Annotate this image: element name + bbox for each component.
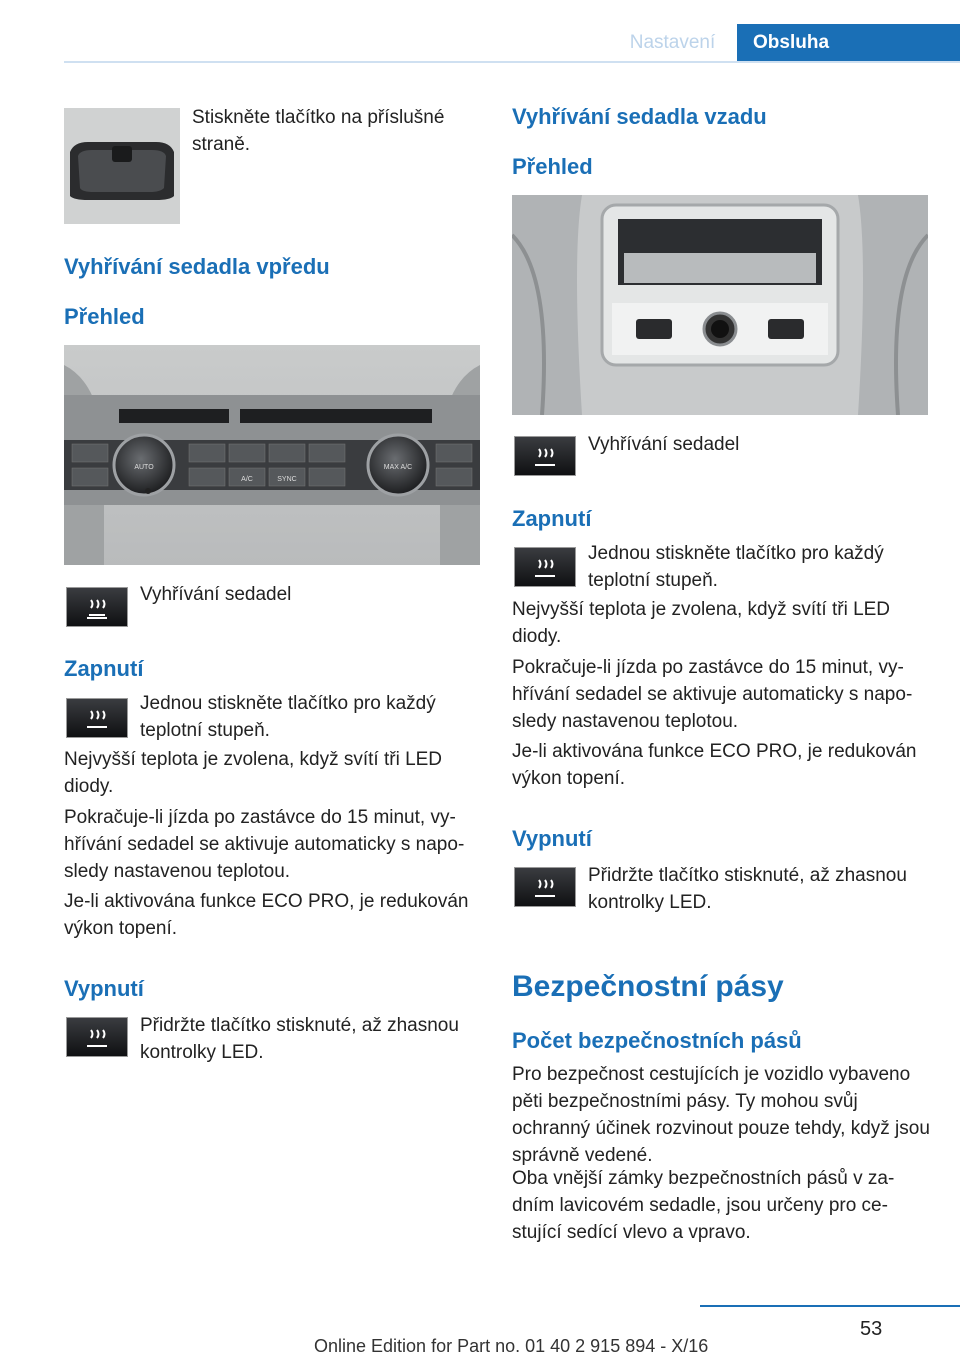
seat-heating-icon bbox=[66, 698, 128, 738]
right-off-heading: Vypnutí bbox=[512, 826, 592, 851]
seat-heating-icon bbox=[66, 587, 128, 627]
rear-heading: Vyhřívání sedadla vzadu bbox=[512, 104, 767, 129]
belts-subheading: Počet bezpečnostních pásů bbox=[512, 1028, 802, 1053]
page-number: 53 bbox=[860, 1318, 883, 1340]
right-on-text: Jednou stiskněte tlačítko pro každý teplotní stupeň. bbox=[588, 543, 884, 591]
right-p2: Pokračuje-li jízda po zastávce do 15 minut, vyhřívání sedadel se aktivuje automaticky s naposledy nastavenou teplotou. bbox=[512, 657, 913, 732]
seat-heating-icon bbox=[66, 1017, 128, 1057]
right-on-heading: Zapnutí bbox=[512, 506, 592, 531]
tab-obsluha[interactable]: Obsluha bbox=[737, 24, 960, 62]
header-tabs bbox=[0, 24, 960, 62]
panel-maxac-label: MAX A/C bbox=[383, 464, 413, 471]
right-p3: Je-li aktivována funkce ECO PRO, je redukován výkon topení. bbox=[512, 741, 917, 789]
left-on-heading: Zapnutí bbox=[64, 656, 144, 681]
left-on-text: Jednou stiskněte tlačítko pro každý teplotní stupeň. bbox=[140, 693, 436, 741]
seat-heating-icon bbox=[514, 436, 576, 476]
rear-console-photo bbox=[512, 195, 928, 415]
header-rule bbox=[64, 61, 960, 63]
edition-footer: Online Edition for Part no. 01 40 2 915 894 - X/16 bbox=[314, 1336, 709, 1356]
left-off-text: Přidržte tlačítko stisknuté, až zhasnou kontrolky LED. bbox=[140, 1015, 459, 1063]
front-heading: Vyhřívání sedadla vpředu bbox=[64, 254, 330, 279]
belts-p1: Pro bezpečnost cestujících je vozidlo vybaveno pěti bezpečnostními pásy. Ty mohou svůj ochranný účinek rozvinout pouze tehdy, když jsou správně vedené. bbox=[512, 1064, 930, 1166]
belts-p2: Oba vnější zámky bezpečnostních pásů v zadním lavicovém sedadle, jsou určeny pro cestující sedící vlevo a vpravo. bbox=[512, 1168, 895, 1243]
front-overview-heading: Přehled bbox=[64, 304, 145, 329]
left-icon-label: Vyhřívání sedadel bbox=[140, 584, 292, 605]
panel-sync-label: SYNC bbox=[277, 476, 297, 483]
panel-ac-label: A/C bbox=[241, 476, 253, 483]
seat-heating-icon bbox=[514, 547, 576, 587]
right-off-text: Přidržte tlačítko stisknuté, až zhasnou kontrolky LED. bbox=[588, 865, 907, 913]
side-button-photo bbox=[64, 108, 180, 224]
rear-overview-heading: Přehled bbox=[512, 154, 593, 179]
belts-heading: Bezpečnostní pásy bbox=[512, 970, 784, 1003]
right-p1: Nejvyšší teplota je zvolena, když svítí tři LED diody. bbox=[512, 599, 891, 647]
seat-heating-icon bbox=[514, 867, 576, 907]
right-icon-label: Vyhřívání sedadel bbox=[588, 434, 740, 455]
panel-auto-label: AUTO bbox=[134, 464, 154, 471]
left-p1: Nejvyšší teplota je zvolena, když svítí tři LED diody. bbox=[64, 749, 443, 797]
left-p2: Pokračuje-li jízda po zastávce do 15 minut, vyhřívání sedadel se aktivuje automaticky s naposledy nastavenou teplotou. bbox=[64, 807, 465, 882]
left-p3: Je-li aktivována funkce ECO PRO, je redukován výkon topení. bbox=[64, 891, 469, 939]
footer-rule bbox=[700, 1305, 960, 1307]
intro-text: Stiskněte tlačítko na příslušné straně. bbox=[192, 107, 445, 155]
tab-nastaveni[interactable]: Nastavení bbox=[629, 32, 716, 53]
left-off-heading: Vypnutí bbox=[64, 976, 144, 1001]
front-climate-panel-photo bbox=[64, 345, 480, 565]
